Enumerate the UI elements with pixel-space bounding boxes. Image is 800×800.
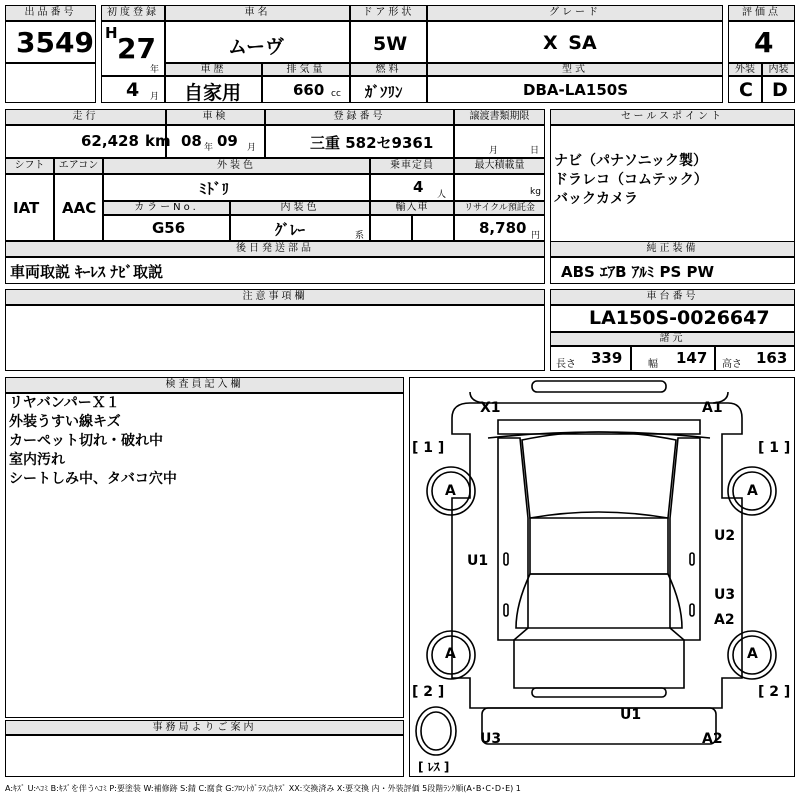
mark-u1-left: U1 xyxy=(467,553,489,569)
width-label: 幅 xyxy=(648,359,658,370)
interior-grade: D xyxy=(772,79,788,101)
score-cell xyxy=(728,21,795,63)
year-unit: 年 xyxy=(150,65,160,75)
mileage-unit: km xyxy=(145,132,171,150)
sales-point-item: ナビ（パナソニック製） xyxy=(554,153,708,169)
era: H xyxy=(105,24,118,42)
exterior-color-cell xyxy=(103,174,370,201)
color-number-cell xyxy=(103,215,230,241)
tire-rear-left-mark: [ 2 ] xyxy=(412,684,445,700)
registration-year: 27 xyxy=(117,32,156,65)
inspection-year-unit: 年 xyxy=(204,143,214,153)
transfer-deadline-cell xyxy=(454,125,545,158)
inspector-note: シートしみ中、タバコ穴中 xyxy=(9,471,177,487)
displacement-label: 排気量 xyxy=(262,63,350,76)
hood-line xyxy=(488,432,710,438)
model-label: 型式 xyxy=(427,63,723,76)
first-registration-label: 初度登録 xyxy=(101,5,165,21)
capacity-unit: 人 xyxy=(437,190,447,200)
displacement-unit: cc xyxy=(331,89,341,99)
lot-number-label: 出品番号 xyxy=(5,5,96,21)
lot-number-cell xyxy=(5,21,96,63)
fuel-cell xyxy=(350,76,427,103)
later-parts-cell xyxy=(5,257,545,284)
right-side-panel xyxy=(670,438,700,640)
exterior-color: ﾐﾄﾞﾘ xyxy=(199,180,230,198)
chassis-number: LA150S-0026647 xyxy=(589,307,770,329)
recycle-fee-cell xyxy=(454,215,545,241)
inspection-label: 車検 xyxy=(166,109,265,125)
rear-bumper xyxy=(482,708,716,744)
transfer-day-unit: 日 xyxy=(530,146,540,156)
tire-rear-right-mark: [ 2 ] xyxy=(758,684,791,700)
exterior-cell xyxy=(728,76,762,103)
grade: X SA xyxy=(543,32,597,54)
chassis-number-cell xyxy=(550,305,795,332)
interior-cell xyxy=(762,76,795,103)
first-registration-cell xyxy=(101,21,165,76)
legend: A:ｷｽﾞ U:ﾍｺﾐ B:ｷｽﾞを伴うﾍｺﾐ P:要塗装 W:補修跡 S:錆 C:腐食 G:ﾌﾛﾝﾄｶﾞﾗｽ点ｷｽﾞ XX:交換済み X:要交換 内・外装評価 5段階ﾗﾝｸ順(A･B･C･D･E) 1 xyxy=(5,784,521,793)
history-label: 車歴 xyxy=(165,63,262,76)
mark-u2: U2 xyxy=(714,528,736,544)
length-label: 長さ xyxy=(556,359,576,370)
wheel-front-right-mark: A xyxy=(747,483,758,499)
mileage-cell xyxy=(5,125,171,158)
mark-rear-u1: U1 xyxy=(620,707,642,723)
history-cell xyxy=(165,76,262,103)
exterior-color-label: 外装色 xyxy=(103,158,370,174)
height: 163 xyxy=(756,349,788,367)
recycle-fee-label: リサイクル預託金 xyxy=(454,201,545,215)
interior-color-cell xyxy=(230,215,370,241)
sales-point-cell xyxy=(550,125,795,258)
rear-spoiler xyxy=(532,688,666,697)
inspector-notes-list xyxy=(9,394,177,489)
door-handle-right-rear xyxy=(690,604,694,616)
capacity: 4 xyxy=(413,178,424,196)
lot-number: 3549 xyxy=(16,26,94,59)
fuel: ｶﾞｿﾘﾝ xyxy=(365,83,403,101)
door-cell xyxy=(350,21,427,63)
car-name: ムーヴ xyxy=(228,36,285,58)
model: DBA-LA150S xyxy=(523,81,628,99)
width: 147 xyxy=(676,349,708,367)
shift: IAT xyxy=(13,199,40,217)
front-bumper xyxy=(532,381,666,392)
later-parts: 車両取説 ｷｰﾚｽ ﾅﾋﾞ取説 xyxy=(10,263,163,281)
car-name-label: 車名 xyxy=(165,5,350,21)
aircon-label: エアコン xyxy=(54,158,103,174)
inspector-notes-label: 検査員記入欄 xyxy=(5,377,404,393)
capacity-label: 乗車定員 xyxy=(370,158,454,174)
door-handle-left-front xyxy=(504,553,508,565)
sales-point-label: セールスポイント xyxy=(550,109,795,125)
recycle-fee: 8,780 xyxy=(479,219,527,237)
inspector-note: 室内汚れ xyxy=(9,452,65,468)
mark-rear-a2: A2 xyxy=(702,731,723,747)
standard-equipment-label: 純正装備 xyxy=(550,241,795,257)
sales-point-list xyxy=(554,152,708,209)
length: 339 xyxy=(591,349,623,367)
office-notice-cell xyxy=(5,735,404,777)
standard-equipment: ABS ｴｱB ｱﾙﾐ PS PW xyxy=(561,263,715,281)
sales-point-item: バックカメラ xyxy=(554,191,638,207)
transfer-deadline-label: 譲渡書類期限 xyxy=(454,109,545,125)
door-type: 5W xyxy=(373,33,408,55)
spec-label: 諸元 xyxy=(550,332,795,346)
car-name-cell xyxy=(165,21,350,63)
door-handle-right-front xyxy=(690,553,694,565)
interior-color: ｸﾞﾚｰ xyxy=(275,221,306,239)
inspection-year: 08 xyxy=(181,132,202,150)
caution-label: 注意事項欄 xyxy=(5,289,545,305)
car-diagram xyxy=(409,377,795,777)
transfer-month-unit: 月 xyxy=(489,146,499,156)
registration-number: 三重 582セ9361 xyxy=(310,134,434,152)
spare-tire-mark: [ ﾚｽ ] xyxy=(418,760,450,774)
import-label: 輸入車 xyxy=(370,201,454,215)
left-side-panel xyxy=(498,438,528,640)
max-load-cell xyxy=(454,174,545,201)
inspector-notes-cell xyxy=(5,393,404,718)
mark-a1: A1 xyxy=(702,400,723,416)
chassis-number-label: 車台番号 xyxy=(550,289,795,305)
length-cell xyxy=(550,346,631,371)
history: 自家用 xyxy=(184,82,242,104)
wheel-rear-left-mark: A xyxy=(445,646,456,662)
exterior-label: 外装 xyxy=(728,63,762,76)
inspection-cell xyxy=(166,125,265,158)
inspector-note: リヤバンパーＸ１ xyxy=(9,395,120,411)
car-body xyxy=(452,403,742,708)
spare-tire-inner xyxy=(421,712,451,750)
height-label: 高さ xyxy=(722,359,742,370)
inspector-note: カーペット切れ・破れ中 xyxy=(9,433,163,449)
later-parts-label: 後日発送部品 xyxy=(5,241,545,257)
tire-front-right-mark: [ 1 ] xyxy=(758,440,791,456)
office-notice-label: 事務局よりご案内 xyxy=(5,720,404,735)
front-corners xyxy=(470,392,728,403)
model-cell xyxy=(427,76,723,103)
inspection-month-unit: 月 xyxy=(247,143,257,153)
caution-cell xyxy=(5,305,545,371)
registration-number-cell xyxy=(265,125,454,158)
height-cell xyxy=(715,346,795,371)
lot-number-blank xyxy=(5,63,96,103)
color-number: G56 xyxy=(152,219,186,237)
month-unit: 月 xyxy=(150,92,160,102)
interior-color-unit: 系 xyxy=(355,231,365,241)
interior-color-label: 内装色 xyxy=(230,201,370,215)
shift-label: シフト xyxy=(5,158,54,174)
standard-equipment-cell xyxy=(550,257,795,284)
score-label: 評価点 xyxy=(728,5,795,21)
windshield xyxy=(522,432,676,518)
exterior-grade: C xyxy=(739,79,753,101)
fuel-label: 燃料 xyxy=(350,63,427,76)
mark-a2-right: A2 xyxy=(714,612,735,628)
max-load-unit: kg xyxy=(530,187,541,197)
mileage-label: 走行 xyxy=(5,109,166,125)
capacity-cell xyxy=(370,174,454,201)
grade-label: グレード xyxy=(427,5,723,21)
inspection-month: 09 xyxy=(217,132,238,150)
recycle-fee-unit: 円 xyxy=(531,231,541,241)
displacement-cell xyxy=(262,76,350,103)
door-handle-left-rear xyxy=(504,604,508,616)
tailgate xyxy=(514,640,684,688)
aircon-cell xyxy=(54,174,103,241)
wheel-rear-right-mark: A xyxy=(747,646,758,662)
max-load-label: 最大積載量 xyxy=(454,158,545,174)
spare-tire-icon xyxy=(416,707,456,755)
mark-x1: X1 xyxy=(480,400,501,416)
car-outline xyxy=(410,378,794,776)
door-label: ドア形状 xyxy=(350,5,427,21)
import-cell-b xyxy=(412,215,454,241)
mark-u3-right: U3 xyxy=(714,587,736,603)
registration-month: 4 xyxy=(126,79,140,101)
registration-month-cell xyxy=(101,76,165,103)
roof xyxy=(530,518,668,574)
interior-label: 内装 xyxy=(762,63,795,76)
aircon: AAC xyxy=(62,199,97,217)
grade-cell xyxy=(427,21,723,63)
sales-point-item: ドラレコ（コムテック） xyxy=(554,172,708,188)
mark-rear-u3: U3 xyxy=(480,731,502,747)
tire-front-left-mark: [ 1 ] xyxy=(412,440,445,456)
registration-number-label: 登録番号 xyxy=(265,109,454,125)
width-cell xyxy=(631,346,715,371)
displacement: 660 xyxy=(293,81,325,99)
score: 4 xyxy=(754,26,774,59)
wheel-front-left-mark: A xyxy=(445,483,456,499)
mileage: 62,428 xyxy=(81,132,139,150)
rear-window xyxy=(516,574,682,628)
import-cell-a xyxy=(370,215,412,241)
color-number-label: カラーNo. xyxy=(103,201,230,215)
inspector-note: 外装うすい線キズ xyxy=(9,414,121,430)
shift-cell xyxy=(5,174,54,241)
